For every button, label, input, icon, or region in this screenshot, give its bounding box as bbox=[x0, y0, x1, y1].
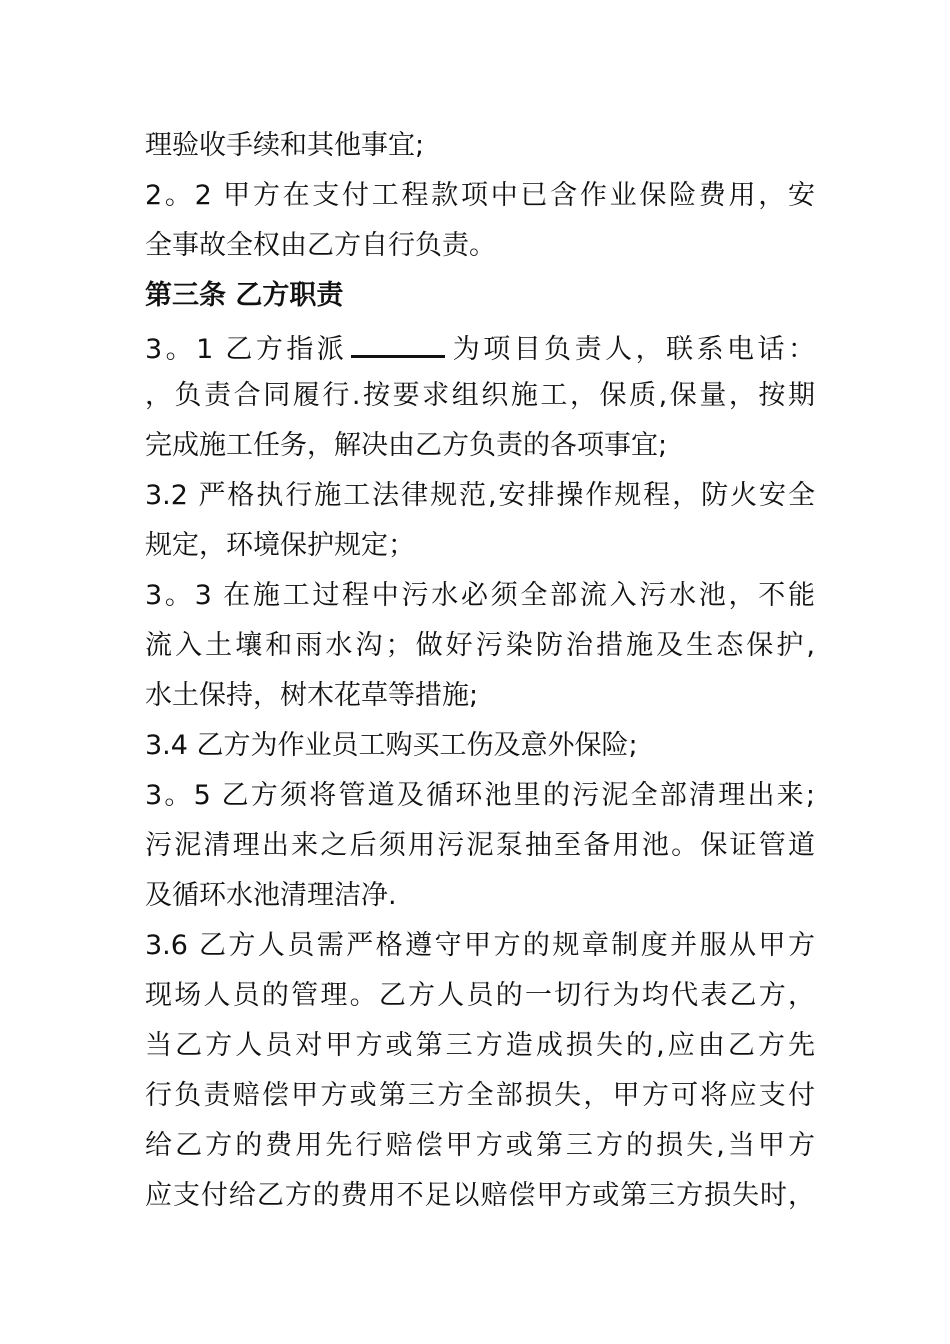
fill-in-blank bbox=[351, 321, 445, 358]
text-line: 当乙方人员对甲方或第三方造成损失的,应由乙方先 bbox=[145, 1030, 815, 1061]
contract-text bbox=[145, 121, 815, 1221]
text-line: 3.6 乙方人员需严格遵守甲方的规章制度并服从甲方 bbox=[145, 930, 815, 961]
text-line: 给乙方的费用先行赔偿甲方或第三方的损失,当甲方 bbox=[145, 1130, 815, 1161]
text-fragment: 为项目负责人，联系电话： bbox=[449, 334, 815, 365]
text-line: ，负责合同履行.按要求组织施工，保质,保量，按期 bbox=[145, 380, 815, 411]
text-line: 2。2 甲方在支付工程款项中已含作业保险费用，安 bbox=[145, 180, 815, 211]
section-heading: 第三条 乙方职责 bbox=[145, 280, 344, 311]
text-line: 规定，环境保护规定； bbox=[145, 530, 415, 561]
text-line: 应支付给乙方的费用不足以赔偿甲方或第三方损失时， bbox=[145, 1180, 815, 1211]
text-line: 3.2 严格执行施工法律规范,安排操作规程，防火安全 bbox=[145, 480, 815, 511]
text-line-with-blank bbox=[145, 321, 815, 371]
text-line: 水土保持，树木花草等措施; bbox=[145, 680, 479, 711]
text-line: 完成施工任务，解决由乙方负责的各项事宜; bbox=[145, 430, 668, 461]
text-fragment: 3。1 乙方指派 bbox=[145, 334, 348, 365]
text-line: 行负责赔偿甲方或第三方全部损失，甲方可将应支付 bbox=[145, 1080, 815, 1111]
text-line: 现场人员的管理。乙方人员的一切行为均代表乙方， bbox=[145, 980, 815, 1011]
text-line: 理验收手续和其他事宜; bbox=[145, 130, 425, 161]
text-line: 流入土壤和雨水沟；做好污染防治措施及生态保护, bbox=[145, 630, 815, 661]
text-line: 污泥清理出来之后须用污泥泵抽至备用池。保证管道 bbox=[145, 830, 815, 861]
text-line: 3。3 在施工过程中污水必须全部流入污水池，不能 bbox=[145, 580, 815, 611]
text-line: 全事故全权由乙方自行负责。 bbox=[145, 230, 496, 261]
text-line: 及循环水池清理洁净. bbox=[145, 880, 397, 911]
text-line: 3。5 乙方须将管道及循环池里的污泥全部清理出来; bbox=[145, 780, 815, 811]
text-line: 3.4 乙方为作业员工购买工伤及意外保险; bbox=[145, 730, 638, 761]
